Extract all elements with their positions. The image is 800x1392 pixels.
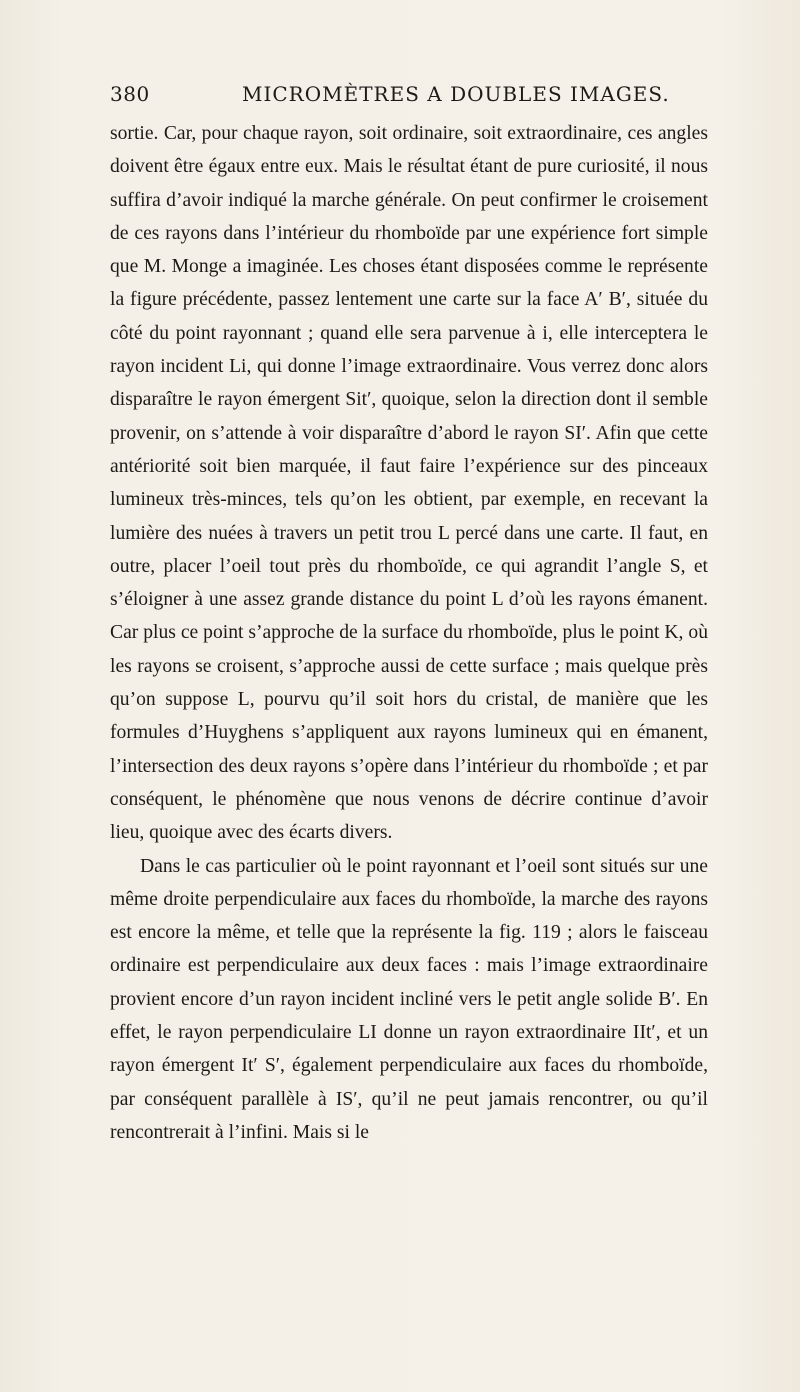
body-text [110, 117, 708, 1149]
paragraph-1: sortie. Car, pour chaque rayon, soit ordinaire, soit extraordinaire, ces angles doivent être égaux entre eux. Mais le résultat étant de pure curiosité, il nous suffira d’avoir indiqué la marche générale. On peut confirmer le croisement de ces rayons dans l’intérieur du rhomboïde par une expérience fort simple que M. Monge a imaginée. Les choses étant disposées comme le représente la figure précédente, passez lentement une carte sur la face A′ B′, située du côté du point rayonnant ; quand elle sera parvenue à i, elle interceptera le rayon incident Li, qui donne l’image extraordinaire. Vous verrez donc alors disparaître le rayon émergent Sit′, quoique, selon la direction dont il semble provenir, on s’attende à voir disparaître d’abord le rayon SI′. Afin que cette antériorité soit bien marquée, il faut faire l’expérience sur des pinceaux lumineux très-minces, tels qu’on les obtient, par exemple, en recevant la lumière des nuées à travers un petit trou L percé dans une carte. Il faut, en outre, placer l’oeil tout près du rhomboïde, ce qui agrandit l’angle S, et s’éloigner à une assez grande distance du point L d’où les rayons émanent. Car plus ce point s’approche de la surface du rhomboïde, plus le point K, où les rayons se croisent, s’approche aussi de cette surface ; mais quelque près qu’on suppose L, pourvu qu’il soit hors du cristal, de manière que les formules d’Huyghens s’appliquent aux rayons lumineux qui en émanent, l’intersection des deux rayons s’opère dans l’intérieur du rhomboïde ; et par conséquent, le phénomène que nous venons de décrire continue d’avoir lieu, quoique avec des écarts divers. [110, 123, 708, 844]
page-header [110, 82, 710, 122]
paragraph-2: Dans le cas particulier où le point rayonnant et l’oeil sont situés sur une même droite perpendiculaire aux faces du rhomboïde, la marche des rayons est encore la même, et telle que la représente la fig. 119 ; alors le faisceau ordinaire est perpendiculaire aux deux faces : mais l’image extraordinaire provient encore d’un rayon incident incliné vers le petit angle solide B′. En effet, le rayon perpendiculaire LI donne un rayon extraordinaire IIt′, et un rayon émergent It′ S′, également perpendiculaire aux faces du rhomboïde, par conséquent parallèle à IS′, qu’il ne peut jamais rencontrer, ou qu’il rencontrerait à l’infini. Mais si le [110, 855, 708, 1143]
page-number: 380 [110, 82, 150, 106]
running-title: MICROMÈTRES A DOUBLES IMAGES. [242, 82, 670, 106]
